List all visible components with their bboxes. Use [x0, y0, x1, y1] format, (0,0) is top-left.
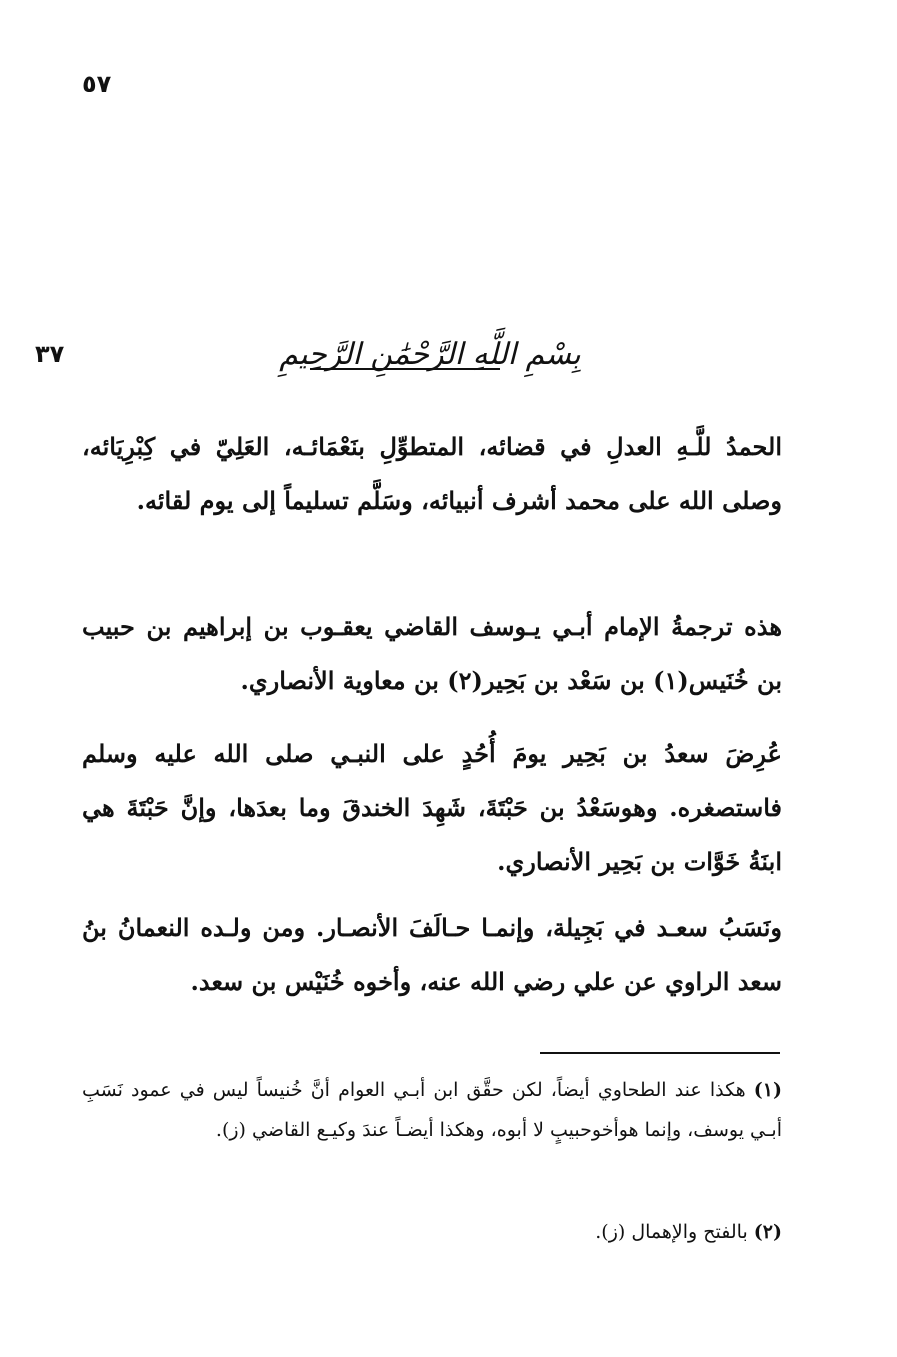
footnote — [82, 1212, 782, 1252]
original-page-number: ٣٧ — [35, 340, 65, 368]
footnote-separator — [540, 1052, 780, 1054]
page-number: ٥٧ — [82, 70, 112, 98]
basmala-calligraphy — [270, 320, 590, 390]
footnote-text: هكذا عند الطحاوي أيضاً، لكن حقَّق ابن أبـي العوام أنَّ خُنيساً ليس في عمود نَسَبِ أبـي يوسف، وإنما هوأخوحبيبٍ لا أبوه، وهكذا أيضـاً عندَ وكيـع القاضي (ز). — [82, 1079, 782, 1141]
paragraph-hamd: الحمدُ للَّـهِ العدلِ في قضائه، المتطوِّلِ بنَعْمَائـه، العَلِيّ في كِبْرِيَائه، وصلى الله على محمد أشرف أنبيائه، وسَلَّم تسليماً إلى يوم لقائه. — [82, 432, 782, 515]
footnote-text: بالفتح والإهمال (ز). — [595, 1221, 748, 1243]
footnote-number: (١) — [753, 1079, 782, 1101]
paragraph-saad: عُرِضَ سعدُ بن بَحِير يومَ أُحُدٍ على النبـي صلى الله عليه وسلم فاستصغره. وهوسَعْدُ بن حَبْتَةَ، شَهِدَ الخندقَ وما بعدَها، وإنَّ حَبْتَةَ هي ابنَةُ خَوَّات بن بَحِير الأنصاري. — [82, 739, 782, 876]
footnote — [82, 1070, 782, 1150]
basmala-stretch-line — [310, 368, 500, 370]
paragraph-lineage: هذه ترجمةُ الإمام أبـي يـوسف القاضي يعقـوب بن إبراهيم بن حبيب بن خُنَيس(١) بن سَعْد بن بَحِير(٢) بن معاوية الأنصاري. — [82, 612, 782, 695]
basmala-text: بِسْمِ اللَّهِ الرَّحْمَٰنِ الرَّحِيمِ — [279, 337, 581, 372]
footnote-number: (٢) — [753, 1221, 782, 1243]
paragraph-nasab: ونَسَبُ سعـد في بَجِيلة، وإنمـا حـالَفَ الأنصـار. ومن ولـده النعمانُ بنُ سعد الراوي عن علي رضي الله عنه، وأخوه خُنَيْس بن سعد. — [82, 913, 782, 996]
